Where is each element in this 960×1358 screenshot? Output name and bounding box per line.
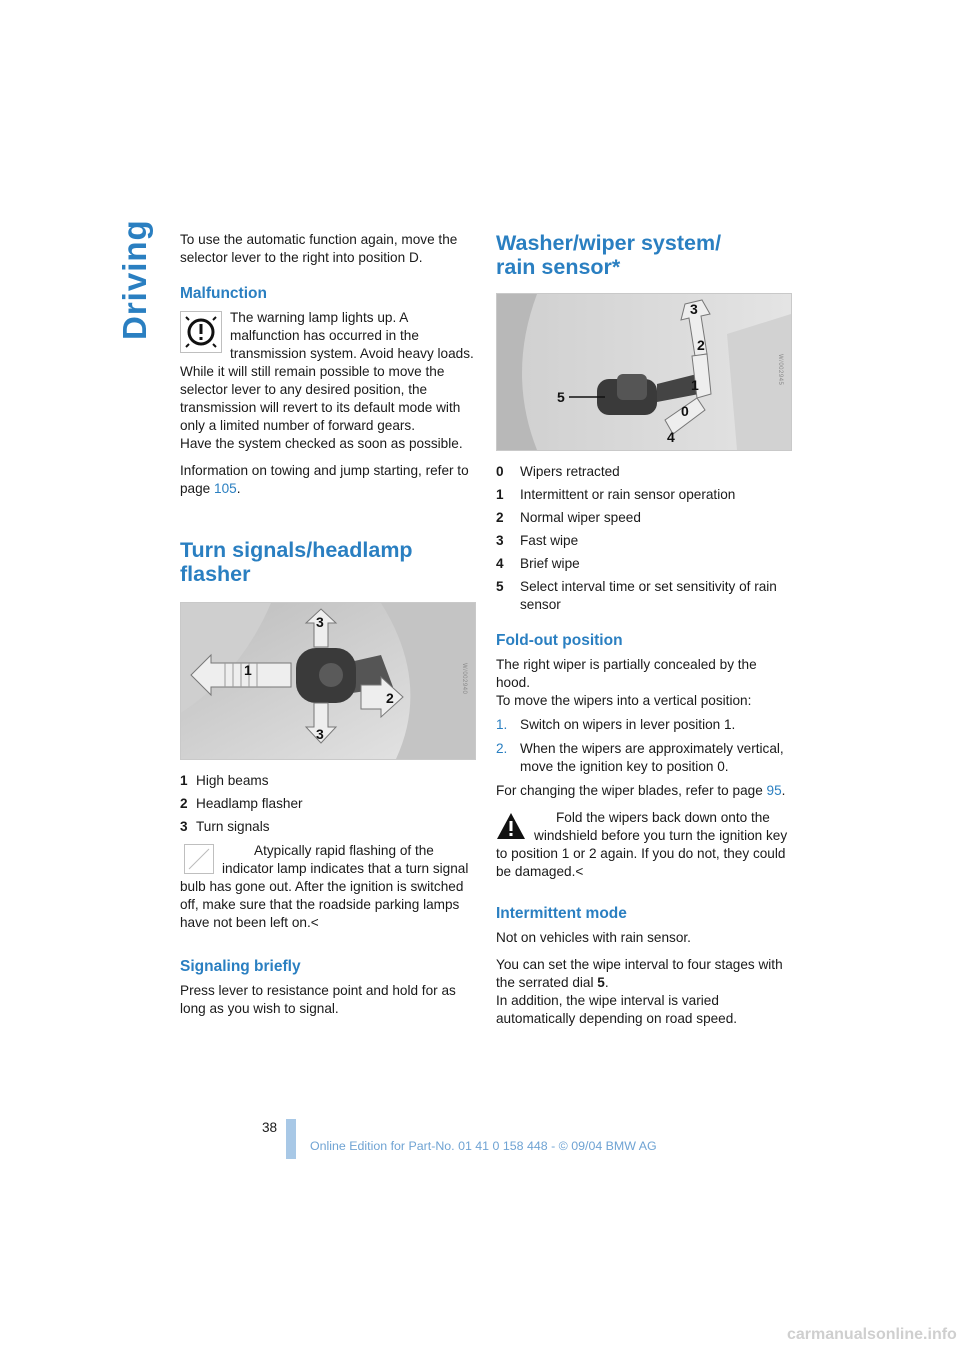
wiper-stalk-figure: [496, 293, 792, 451]
blades-reference: [496, 782, 792, 800]
figure-label-1: 1: [244, 662, 252, 678]
turn-signals-legend: [180, 772, 476, 836]
warning-lamp-icon: [180, 311, 222, 353]
wiper-label-4: 4: [667, 429, 675, 445]
legend-item: 4 Brief wipe: [496, 556, 580, 571]
turn-signals-heading-line2: flasher: [180, 562, 251, 586]
figure-label-2: 2: [386, 690, 394, 706]
legend-item: 3 Turn signals: [180, 819, 270, 834]
wiper-label-3: 3: [690, 301, 698, 317]
right-column: [496, 231, 792, 1037]
washer-heading-line1: Washer/wiper system/: [496, 231, 722, 255]
section-tab: [112, 200, 158, 340]
legend-item: 3 Fast wipe: [496, 533, 579, 548]
foldout-step: 2. When the wipers are approximately vertical, move the ignition key to position 0.: [496, 741, 784, 774]
intermittent-body2: You can set the wipe interval to four stages with the serrated dial 5.: [496, 957, 783, 990]
turn-signal-stalk-figure: [180, 602, 476, 760]
turn-signal-stalk-illustration: [181, 603, 475, 759]
turn-signal-note: [180, 842, 476, 932]
malfunction-body1: While it will still remain possible to move the selector lever to any desired position, the transmission will revert to its default mode with only a limited number of forward gears.: [180, 364, 461, 433]
malfunction-warning-text: The warning lamp lights up. A malfunction has occurred in the transmission system. Avoid heavy loads.: [230, 310, 474, 361]
intro-text: To use the automatic function again, move the selector lever to the right into position D.: [180, 232, 458, 265]
foldout-warning: [496, 809, 792, 881]
legend-item: 5 Select interval time or set sensitivity of rain sensor: [496, 579, 777, 612]
footer-bar: [286, 1119, 296, 1159]
wiper-legend: [496, 463, 792, 614]
figure-label-3-top: 3: [316, 614, 324, 630]
foldout-heading: Fold-out position: [496, 632, 623, 649]
towing-text: Information on towing and jump starting, refer to page: [180, 463, 469, 496]
foldout-step: 1. Switch on wipers in lever position 1.: [496, 717, 736, 732]
legend-item: 1 High beams: [180, 773, 269, 788]
blades-text-end: .: [781, 783, 786, 798]
foldout-body1: The right wiper is partially concealed by the hood.: [496, 657, 757, 690]
washer-heading-line2: rain sensor*: [496, 255, 621, 279]
intermittent-body3: In addition, the wipe interval is varied automatically depending on road speed.: [496, 993, 738, 1026]
left-column: [180, 231, 476, 1027]
towing-page-link[interactable]: 105: [214, 481, 237, 496]
intermittent-heading: Intermittent mode: [496, 905, 627, 922]
wiper-label-2: 2: [697, 337, 705, 353]
page-number: 38: [262, 1120, 278, 1135]
watermark: carmanualsonline.info: [787, 1326, 957, 1343]
turn-signals-heading-line1: Turn signals/headlamp: [180, 538, 413, 562]
foldout-body2: To move the wipers into a vertical position:: [496, 693, 752, 708]
wiper-label-1: 1: [691, 377, 699, 393]
malfunction-body2: Have the system checked as soon as possible.: [180, 436, 463, 451]
section-tab-label: Driving: [116, 219, 153, 340]
towing-text-end: .: [236, 481, 241, 496]
wiper-stalk-illustration: [497, 294, 791, 450]
figure-code: W/002940: [461, 663, 467, 695]
blades-page-link[interactable]: 95: [766, 783, 782, 798]
signaling-heading: Signaling briefly: [180, 958, 301, 975]
legend-item: 0 Wipers retracted: [496, 464, 620, 479]
towing-reference: [180, 462, 476, 498]
foldout-warning-text: Fold the wipers back down onto the windshield before you turn the ignition key to position 1 or 2 again. If you do not, they could be damaged.<: [496, 810, 788, 879]
blades-text: For changing the wiper blades, refer to page: [496, 783, 767, 798]
turn-signals-heading: [180, 538, 476, 586]
figure-label-3-bottom: 3: [316, 726, 324, 742]
turn-signal-note-text: Atypically rapid flashing of the indicator lamp indicates that a turn signal bulb has gone out. After the ignition is switched off, make sure that the roadside parking lamps have not been left on.<: [180, 843, 469, 930]
legend-item: 2 Normal wiper speed: [496, 510, 641, 525]
intermittent-body1: Not on vehicles with rain sensor.: [496, 930, 691, 945]
wiper-label-0: 0: [681, 403, 689, 419]
wiper-label-5: 5: [557, 389, 565, 405]
note-icon: [184, 844, 214, 874]
figure-code: W/002945: [777, 354, 783, 386]
legend-item: 1 Intermittent or rain sensor operation: [496, 487, 736, 502]
legend-item: 2 Headlamp flasher: [180, 796, 303, 811]
signaling-body: Press lever to resistance point and hold for as long as you wish to signal.: [180, 983, 456, 1016]
washer-heading: [496, 231, 792, 279]
warning-triangle-icon: [496, 811, 526, 841]
edition-footer: Online Edition for Part-No. 01 41 0 158 448 - © 09/04 BMW AG: [310, 1139, 657, 1153]
malfunction-heading: Malfunction: [180, 285, 267, 302]
malfunction-warning: [180, 309, 476, 363]
